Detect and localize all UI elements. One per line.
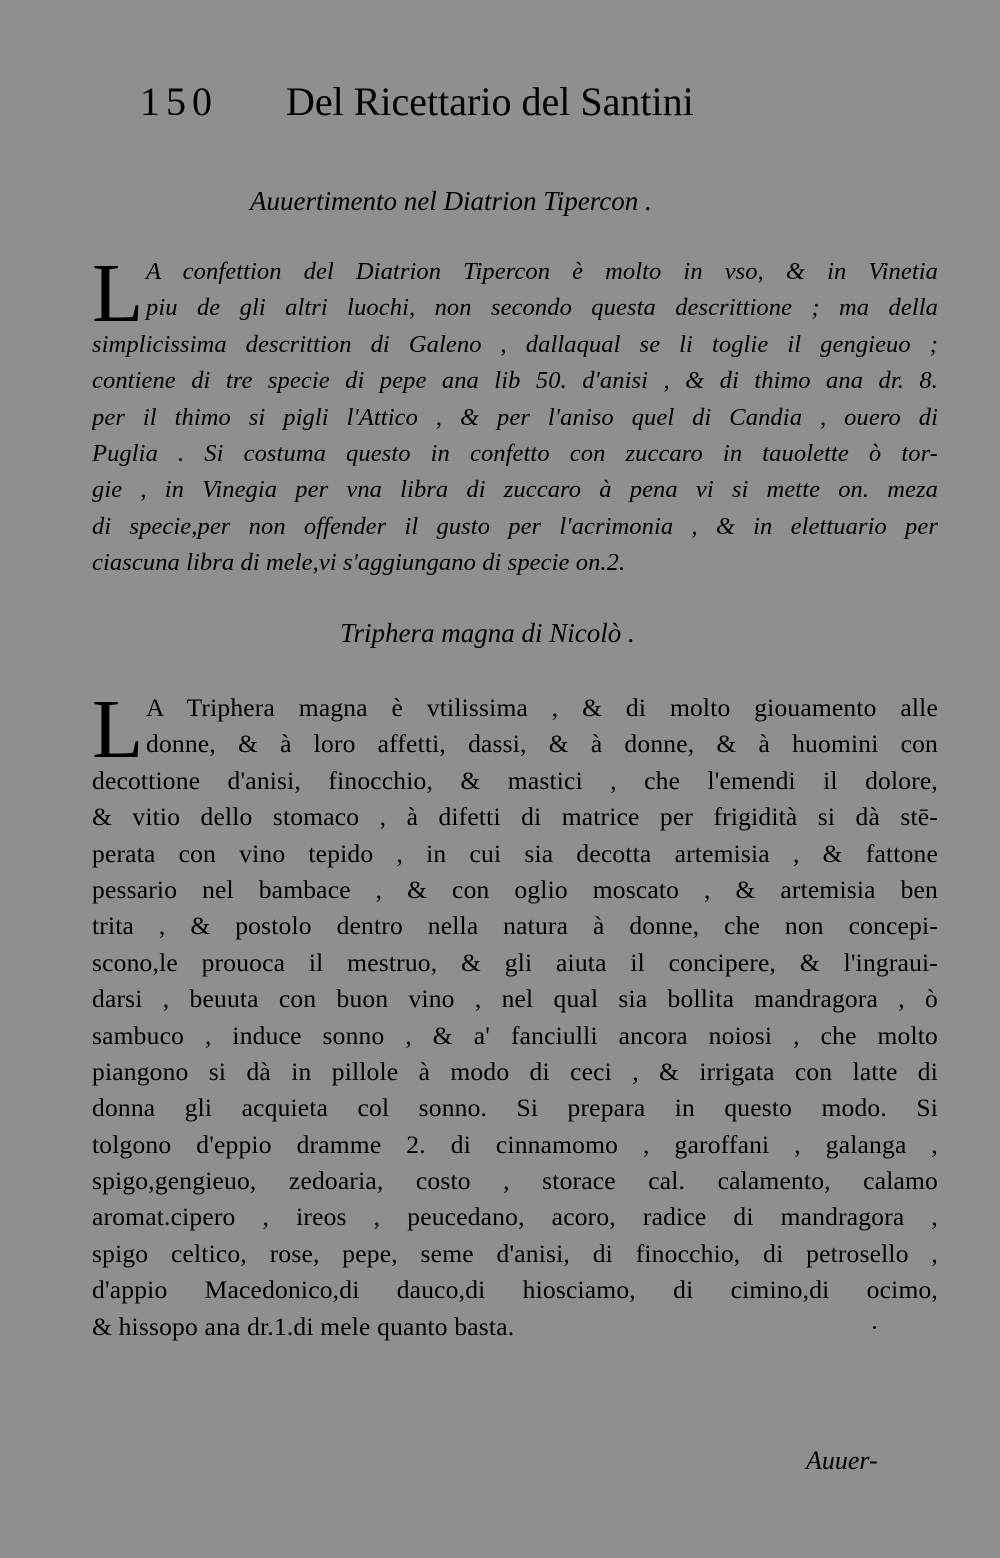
text-line: pessario nel bambace , & con oglio moscato , & artemisia ben — [92, 874, 938, 904]
text-line: & hissopo ana dr.1.di mele quanto basta. — [92, 1311, 515, 1341]
running-title: Del Ricettario del Santini — [286, 79, 694, 124]
text-line: d'appio Macedonico,di dauco,di hiosciamo, di cimino,di ocimo, — [92, 1275, 938, 1305]
text-line: spigo,gengieuo, zedoaria, costo , storace cal. calamento, calamo — [92, 1166, 938, 1196]
section-heading-diatrion: Auuertimento nel Diatrion Tipercon . — [250, 186, 652, 216]
page-header — [140, 78, 780, 138]
text-line: di specie,per non offender il gusto per l'acrimonia , & in elettuario per — [92, 512, 938, 540]
text-line: trita , & postolo dentro nella natura à donne, che non concepi- — [92, 911, 938, 941]
catchword: Auuer- — [806, 1446, 878, 1475]
text-line: spigo celtico, rose, pepe, seme d'anisi, di finocchio, di petrosello , — [92, 1238, 938, 1268]
text-line: A confettion del Diatrion Tipercon è molto in vso, & in Vinetia — [146, 258, 938, 285]
page-number: 150 — [140, 79, 218, 124]
text-line: tolgono d'eppio dramme 2. di cinnamomo , garoffani , galanga , — [92, 1129, 938, 1159]
text-line: donna gli acquieta col sonno. Si prepara in questo modo. Si — [92, 1093, 938, 1123]
text-line: gie , in Vinegia per vna libra di zuccaro à pena vi si mette on. meza — [92, 476, 938, 504]
section-heading-triphera: Triphera magna di Nicolò . — [340, 618, 635, 648]
text-line: per il thimo si pigli l'Attico , & per l'aniso quel di Candia , ouero di — [92, 403, 938, 431]
paragraph-diatrion — [92, 247, 938, 582]
text-line: ciascuna libra di mele,vi s'aggiungano di specie on.2. — [92, 549, 626, 577]
drop-cap: L — [92, 247, 144, 340]
drop-cap: L — [92, 683, 144, 776]
text-line: A Triphera magna è vtilissima , & di molto giouamento alle — [146, 693, 938, 722]
paragraph-triphera — [92, 683, 938, 1345]
text-line: darsi , beuuta con buon vino , nel qual sia bollita mandragora , ò — [92, 984, 938, 1014]
text-line: & vitio dello stomaco , à difetti di matrice per frigidità si dà stē- — [92, 802, 938, 832]
text-line: piangono si dà in pillole à modo di ceci , & irrigata con latte di — [92, 1056, 938, 1086]
text-line: aromat.cipero , ireos , peucedano, acoro, radice di mandragora , — [92, 1202, 938, 1232]
text-line: donne, & à loro affetti, dassi, & à donne, & à huomini con — [146, 729, 938, 759]
text-line: simplicissima descrittion di Galeno , dallaqual se li toglie il gengieuo ; — [92, 330, 938, 358]
text-line: perata con vino tepido , in cui sia decotta artemisia , & fattone — [92, 838, 938, 868]
text-line: sambuco , induce sonno , & a' fanciulli ancora noiosi , che molto — [92, 1020, 938, 1050]
text-line: Puglia . Si costuma questo in confetto con zuccaro in tauolette ò tor- — [92, 439, 938, 467]
text-line: piu de gli altri luochi, non secondo questa descrittione ; ma della — [146, 294, 938, 322]
ink-speck — [873, 1326, 876, 1329]
text-line: scono,le prouoca il mestruo, & gli aiuta il concipere, & l'ingraui- — [92, 947, 938, 977]
text-line: contiene di tre specie di pepe ana lib 50. d'anisi , & di thimo ana dr. 8. — [92, 367, 938, 395]
text-line: decottione d'anisi, finocchio, & mastici , che l'emendi il dolore, — [92, 765, 938, 795]
